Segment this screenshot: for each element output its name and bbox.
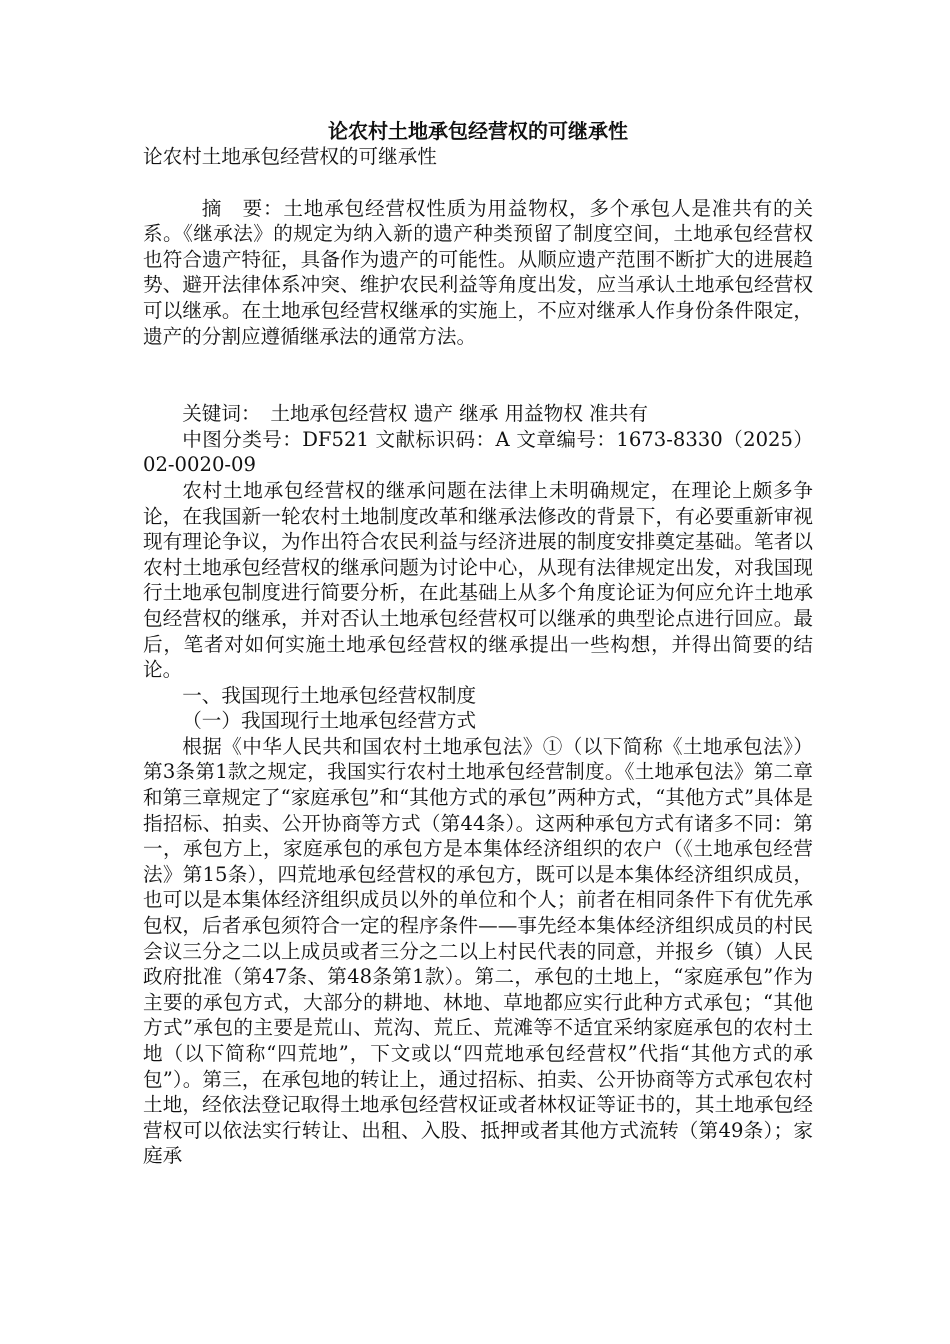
classification-line: 中图分类号：DF521 文献标识码：A 文章编号：1673-8330（2025）02-0020-09 bbox=[143, 427, 813, 477]
abstract-paragraph: 摘 要：土地承包经营权性质为用益物权，多个承包人是准共有的关系。《继承法》的规定为纳入新的遗产种类预留了制度空间，土地承包经营权也符合遗产特征，具备作为遗产的可能性。从顺应遗产范围不断扩大的进展趋势、避开法律体系冲突、维护农民利益等角度出发，应当承认土地承包经营权可以继承。在土地承包经营权继承的实施上，不应对继承人作身份条件限定，遗产的分割应遵循继承法的通常方法。 bbox=[143, 196, 813, 348]
article-title: 论农村土地承包经营权的可继承性 bbox=[328, 119, 628, 143]
keywords-line: 关键词： 土地承包经营权 遗产 继承 用益物权 准共有 bbox=[182, 402, 648, 426]
blank-line bbox=[143, 375, 813, 401]
subsection-heading: （一）我国现行土地承包经营方式 bbox=[182, 709, 477, 733]
blank-line bbox=[143, 170, 813, 196]
article-subtitle: 论农村土地承包经营权的可继承性 bbox=[143, 145, 437, 168]
intro-paragraph: 农村土地承包经营权的继承问题在法律上未明确规定，在理论上颇多争论，在我国新一轮农村土地制度改革和继承法修改的背景下，有必要重新审视现有理论争议，为作出符合农民利益与经济进展的制度安排奠定基础。笔者以农村土地承包经营权的继承问题为讨论中心，从现有法律规定出发，对我国现行土地承包制度进行简要分析，在此基础上从多个角度论证为何应允许土地承包经营权的继承，并对否认土地承包经营权可以继承的典型论点进行回应。最后，笔者对如何实施土地承包经营权的继承提出一些构想，并得出简要的结论。 bbox=[143, 478, 813, 682]
blank-line bbox=[143, 349, 813, 375]
body-paragraph: 根据《中华人民共和国农村土地承包法》①（以下简称《土地承包法》）第3条第1款之规定，我国实行农村土地承包经营制度。《土地承包法》第二章和第三章规定了“家庭承包”和“其他方式的承包”两种方式，“其他方式”具体是指招标、拍卖、公开协商等方式（第44条）。这两种承包方式有诸多不同：第一，承包方上，家庭承包的承包方是本集体经济组织的农户（《土地承包经营法》第15条），四荒地承包经营权的承包方，既可以是本集体经济组织成员，也可以是本集体经济组织成员以外的单位和个人；前者在相同条件下有优先承包权，后者承包须符合一定的程序条件——事先经本集体经济组织成员的村民会议三分之二以上成员或者三分之二以上村民代表的同意，并报乡（镇）人民政府批准（第47条、第48条第1款）。第二，承包的土地上，“家庭承包”作为主要的承包方式，大部分的耕地、林地、草地都应实行此种方式承包；“其他方式”承包的主要是荒山、荒沟、荒丘、荒滩等不适宜采纳家庭承包的农村土地（以下简称“四荒地”，下文或以“四荒地承包经营权”代指“其他方式的承包”）。第三，在承包地的转让上，通过招标、拍卖、公开协商等方式承包农村土地，经依法登记取得土地承包经营权证或者林权证等证书的，其土地承包经营权可以依法实行转让、出租、入股、抵押或者其他方式流转（第49条）；家庭承 bbox=[143, 734, 813, 1168]
article-body bbox=[143, 118, 813, 1169]
section-heading: 一、我国现行土地承包经营权制度 bbox=[182, 683, 477, 707]
